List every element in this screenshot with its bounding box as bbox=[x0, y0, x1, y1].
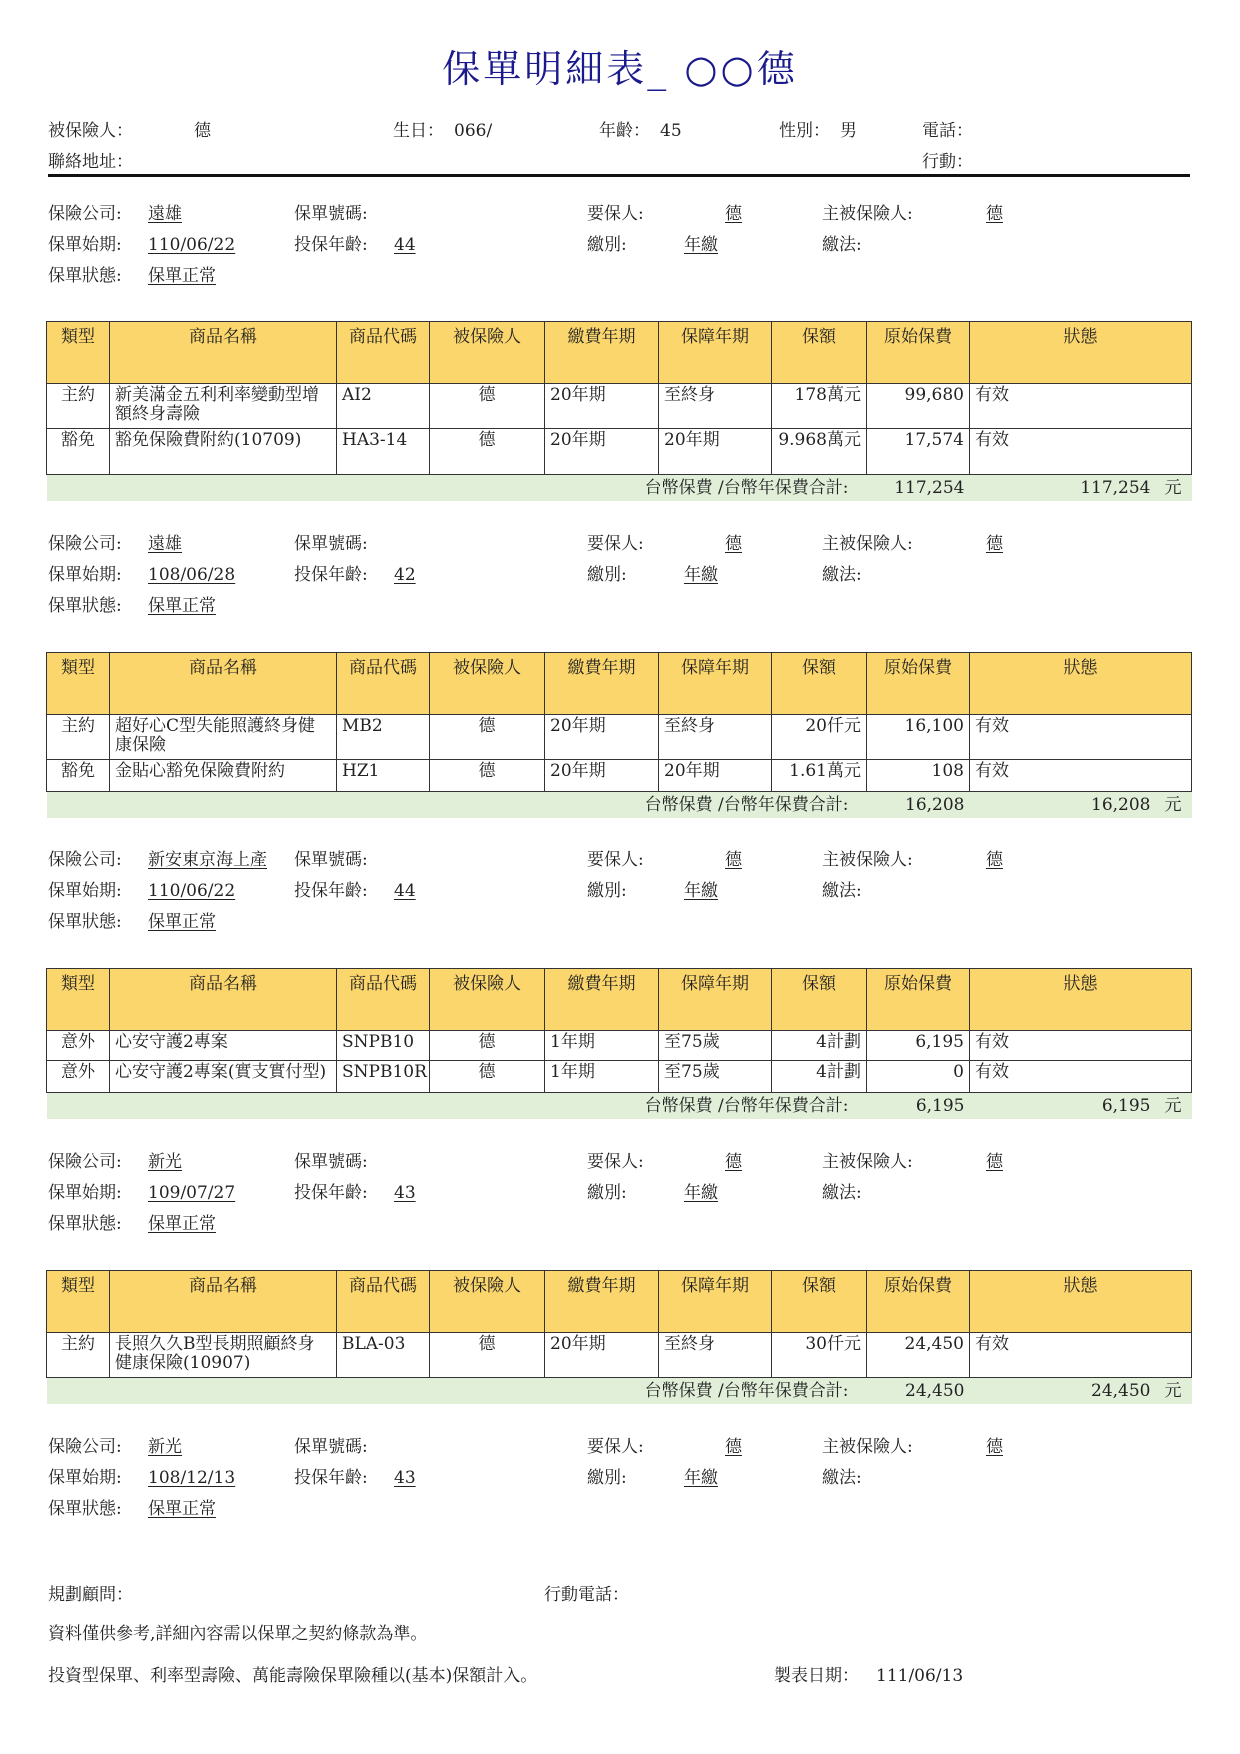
column-header: 保額 bbox=[772, 1271, 867, 1333]
print-date-label: 製表日期： bbox=[774, 1666, 859, 1686]
row-pay-term: 20年期 bbox=[545, 1333, 659, 1378]
column-header: 商品代碼 bbox=[337, 969, 430, 1031]
company-value: 新光 bbox=[148, 1437, 182, 1457]
row-type: 豁免 bbox=[47, 429, 110, 475]
company-value: 新安東京海上產 bbox=[148, 850, 267, 870]
total-premium: 117,254 bbox=[867, 475, 970, 502]
row-product-name: 長照久久B型長期照顧終身健康保險(10907) bbox=[110, 1333, 337, 1378]
header-divider bbox=[48, 174, 1190, 177]
company-label: 保險公司: bbox=[48, 204, 122, 224]
pay-method-label: 繳法: bbox=[822, 1468, 862, 1488]
row-product-code: BLA-03 bbox=[337, 1333, 430, 1378]
policy-table bbox=[46, 1270, 1192, 1404]
entry-age-value: 42 bbox=[394, 565, 416, 585]
start-date-label: 保單始期: bbox=[48, 1183, 122, 1203]
row-amount: 30仟元 bbox=[772, 1333, 867, 1378]
entry-age-label: 投保年齡: bbox=[294, 1468, 368, 1488]
pay-type-value: 年繳 bbox=[684, 235, 718, 255]
applicant-value: 德 bbox=[725, 534, 742, 554]
row-product-name: 豁免保險費附約(10709) bbox=[110, 429, 337, 475]
row-pay-term: 1年期 bbox=[545, 1031, 659, 1061]
column-header: 商品名稱 bbox=[110, 969, 337, 1031]
table-row bbox=[47, 1031, 1192, 1061]
company-label: 保險公司: bbox=[48, 1152, 122, 1172]
row-pay-term: 20年期 bbox=[545, 429, 659, 475]
row-pay-term: 20年期 bbox=[545, 384, 659, 429]
start-date-label: 保單始期: bbox=[48, 1468, 122, 1488]
row-amount: 1.61萬元 bbox=[772, 760, 867, 792]
address-label: 聯絡地址： bbox=[48, 152, 133, 172]
row-insured: 德 bbox=[430, 715, 545, 760]
policy-status-value: 保單正常 bbox=[148, 596, 216, 616]
pay-type-value: 年繳 bbox=[684, 1468, 718, 1488]
main-insured-value: 德 bbox=[986, 204, 1003, 224]
applicant-value: 德 bbox=[725, 850, 742, 870]
gender-value: 男 bbox=[840, 121, 857, 141]
row-product-code: SNPB10 bbox=[337, 1031, 430, 1061]
column-header: 保障年期 bbox=[659, 322, 772, 384]
company-value: 遠雄 bbox=[148, 534, 182, 554]
total-label: 台幣保費 /台幣年保費合計: bbox=[47, 792, 867, 819]
column-header: 繳費年期 bbox=[545, 653, 659, 715]
column-header: 繳費年期 bbox=[545, 1271, 659, 1333]
column-header: 被保險人 bbox=[430, 1271, 545, 1333]
row-type: 意外 bbox=[47, 1061, 110, 1093]
pay-type-value: 年繳 bbox=[684, 565, 718, 585]
row-amount: 9.968萬元 bbox=[772, 429, 867, 475]
row-product-name: 心安守護2專案(實支實付型) bbox=[110, 1061, 337, 1093]
amount-basis-note: 投資型保單、利率型壽險、萬能壽險保單險種以(基本)保額計入。 bbox=[48, 1666, 538, 1686]
applicant-label: 要保人: bbox=[587, 1152, 644, 1172]
advisor-label: 規劃顧問： bbox=[48, 1585, 133, 1605]
row-insured: 德 bbox=[430, 760, 545, 792]
row-cover-term: 20年期 bbox=[659, 429, 772, 475]
row-amount: 20仟元 bbox=[772, 715, 867, 760]
column-header: 保額 bbox=[772, 653, 867, 715]
total-label: 台幣保費 /台幣年保費合計: bbox=[47, 1378, 867, 1405]
pay-method-label: 繳法: bbox=[822, 565, 862, 585]
row-cover-term: 至終身 bbox=[659, 715, 772, 760]
age-label: 年齡： bbox=[599, 121, 650, 141]
entry-age-value: 44 bbox=[394, 881, 416, 901]
entry-age-value: 43 bbox=[394, 1468, 416, 1488]
advisor-phone-label: 行動電話： bbox=[544, 1585, 629, 1605]
policy-no-label: 保單號碼: bbox=[294, 850, 368, 870]
insured-name-label: 被保險人： bbox=[48, 121, 133, 141]
policy-no-label: 保單號碼: bbox=[294, 534, 368, 554]
row-type: 意外 bbox=[47, 1031, 110, 1061]
row-product-name: 新美滿金五利利率變動型增額終身壽險 bbox=[110, 384, 337, 429]
applicant-label: 要保人: bbox=[587, 534, 644, 554]
row-state: 有效 bbox=[970, 715, 1192, 760]
policy-status-value: 保單正常 bbox=[148, 912, 216, 932]
insured-name: 德 bbox=[194, 121, 211, 141]
company-label: 保險公司: bbox=[48, 850, 122, 870]
table-row bbox=[47, 429, 1192, 475]
policy-status-label: 保單狀態: bbox=[48, 912, 122, 932]
row-product-code: HA3-14 bbox=[337, 429, 430, 475]
row-pay-term: 20年期 bbox=[545, 760, 659, 792]
total-row bbox=[47, 1378, 1192, 1405]
row-product-name: 心安守護2專案 bbox=[110, 1031, 337, 1061]
entry-age-value: 43 bbox=[394, 1183, 416, 1203]
row-insured: 德 bbox=[430, 1031, 545, 1061]
policy-status-value: 保單正常 bbox=[148, 1214, 216, 1234]
row-cover-term: 至75歲 bbox=[659, 1061, 772, 1093]
pay-type-label: 繳別: bbox=[587, 1468, 627, 1488]
policy-status-label: 保單狀態: bbox=[48, 1214, 122, 1234]
column-header: 原始保費 bbox=[867, 653, 970, 715]
column-header: 繳費年期 bbox=[545, 322, 659, 384]
main-insured-label: 主被保險人: bbox=[822, 204, 913, 224]
policy-status-label: 保單狀態: bbox=[48, 266, 122, 286]
main-insured-label: 主被保險人: bbox=[822, 534, 913, 554]
currency-unit: 元 bbox=[1164, 795, 1182, 815]
policy-table bbox=[46, 652, 1192, 818]
row-product-code: MB2 bbox=[337, 715, 430, 760]
pay-type-label: 繳別: bbox=[587, 881, 627, 901]
gender-label: 性別： bbox=[779, 121, 830, 141]
column-header: 類型 bbox=[47, 322, 110, 384]
row-amount: 178萬元 bbox=[772, 384, 867, 429]
policy-status-value: 保單正常 bbox=[148, 1499, 216, 1519]
annual-total-cell bbox=[970, 1378, 1192, 1405]
total-premium: 24,450 bbox=[867, 1378, 970, 1405]
pay-type-label: 繳別: bbox=[587, 1183, 627, 1203]
row-cover-term: 20年期 bbox=[659, 760, 772, 792]
row-cover-term: 至終身 bbox=[659, 384, 772, 429]
row-insured: 德 bbox=[430, 1333, 545, 1378]
pay-method-label: 繳法: bbox=[822, 235, 862, 255]
start-date-label: 保單始期: bbox=[48, 565, 122, 585]
main-insured-label: 主被保險人: bbox=[822, 850, 913, 870]
start-date-value: 110/06/22 bbox=[148, 881, 236, 901]
company-value: 遠雄 bbox=[148, 204, 182, 224]
column-header: 繳費年期 bbox=[545, 969, 659, 1031]
column-header: 狀態 bbox=[970, 653, 1192, 715]
entry-age-label: 投保年齡: bbox=[294, 565, 368, 585]
disclaimer-note: 資料僅供參考,詳細內容需以保單之契約條款為準。 bbox=[48, 1624, 428, 1644]
currency-unit: 元 bbox=[1164, 478, 1182, 498]
column-header: 保額 bbox=[772, 969, 867, 1031]
policy-status-label: 保單狀態: bbox=[48, 596, 122, 616]
main-insured-label: 主被保險人: bbox=[822, 1437, 913, 1457]
column-header: 保障年期 bbox=[659, 1271, 772, 1333]
annual-total-cell bbox=[970, 1093, 1192, 1120]
pay-type-value: 年繳 bbox=[684, 1183, 718, 1203]
row-insured: 德 bbox=[430, 384, 545, 429]
table-row bbox=[47, 1061, 1192, 1093]
column-header: 保額 bbox=[772, 322, 867, 384]
annual-total: 6,195 bbox=[1101, 1096, 1151, 1116]
row-type: 主約 bbox=[47, 384, 110, 429]
start-date-value: 108/06/28 bbox=[148, 565, 236, 585]
annual-total: 16,208 bbox=[1091, 795, 1151, 815]
birth-value: 066/ bbox=[454, 121, 493, 141]
row-product-code: SNPB10R bbox=[337, 1061, 430, 1093]
entry-age-label: 投保年齡: bbox=[294, 235, 368, 255]
table-row bbox=[47, 1333, 1192, 1378]
table-row bbox=[47, 384, 1192, 429]
column-header: 商品代碼 bbox=[337, 653, 430, 715]
total-label: 台幣保費 /台幣年保費合計: bbox=[47, 475, 867, 502]
column-header: 保障年期 bbox=[659, 653, 772, 715]
row-premium: 108 bbox=[867, 760, 970, 792]
policy-no-label: 保單號碼: bbox=[294, 1152, 368, 1172]
row-premium: 99,680 bbox=[867, 384, 970, 429]
annual-total-cell bbox=[970, 792, 1192, 819]
start-date-value: 108/12/13 bbox=[148, 1468, 236, 1488]
total-row bbox=[47, 475, 1192, 502]
total-premium: 6,195 bbox=[867, 1093, 970, 1120]
row-state: 有效 bbox=[970, 1031, 1192, 1061]
start-date-value: 110/06/22 bbox=[148, 235, 236, 255]
currency-unit: 元 bbox=[1164, 1096, 1182, 1116]
column-header: 被保險人 bbox=[430, 653, 545, 715]
row-insured: 德 bbox=[430, 429, 545, 475]
start-date-value: 109/07/27 bbox=[148, 1183, 236, 1203]
row-premium: 16,100 bbox=[867, 715, 970, 760]
annual-total-cell bbox=[970, 475, 1192, 502]
row-product-name: 金貼心豁免保險費附約 bbox=[110, 760, 337, 792]
total-label: 台幣保費 /台幣年保費合計: bbox=[47, 1093, 867, 1120]
birth-label: 生日： bbox=[393, 121, 444, 141]
total-row bbox=[47, 1093, 1192, 1120]
row-product-code: HZ1 bbox=[337, 760, 430, 792]
company-label: 保險公司: bbox=[48, 1437, 122, 1457]
applicant-value: 德 bbox=[725, 1152, 742, 1172]
company-label: 保險公司: bbox=[48, 534, 122, 554]
entry-age-value: 44 bbox=[394, 235, 416, 255]
pay-method-label: 繳法: bbox=[822, 881, 862, 901]
row-premium: 6,195 bbox=[867, 1031, 970, 1061]
row-state: 有效 bbox=[970, 429, 1192, 475]
row-insured: 德 bbox=[430, 1061, 545, 1093]
row-amount: 4計劃 bbox=[772, 1061, 867, 1093]
column-header: 原始保費 bbox=[867, 969, 970, 1031]
column-header: 保障年期 bbox=[659, 969, 772, 1031]
pay-type-label: 繳別: bbox=[587, 565, 627, 585]
column-header: 商品名稱 bbox=[110, 653, 337, 715]
row-pay-term: 20年期 bbox=[545, 715, 659, 760]
entry-age-label: 投保年齡: bbox=[294, 881, 368, 901]
column-header: 狀態 bbox=[970, 322, 1192, 384]
print-date: 111/06/13 bbox=[876, 1666, 964, 1686]
row-premium: 0 bbox=[867, 1061, 970, 1093]
row-type: 主約 bbox=[47, 715, 110, 760]
column-header: 原始保費 bbox=[867, 1271, 970, 1333]
age-value: 45 bbox=[660, 121, 682, 141]
column-header: 類型 bbox=[47, 653, 110, 715]
annual-total: 117,254 bbox=[1080, 478, 1151, 498]
policy-no-label: 保單號碼: bbox=[294, 204, 368, 224]
pay-type-label: 繳別: bbox=[587, 235, 627, 255]
applicant-label: 要保人: bbox=[587, 204, 644, 224]
column-header: 商品名稱 bbox=[110, 1271, 337, 1333]
policy-status-value: 保單正常 bbox=[148, 266, 216, 286]
company-value: 新光 bbox=[148, 1152, 182, 1172]
row-product-code: AI2 bbox=[337, 384, 430, 429]
column-header: 類型 bbox=[47, 1271, 110, 1333]
start-date-label: 保單始期: bbox=[48, 235, 122, 255]
applicant-value: 德 bbox=[725, 204, 742, 224]
row-state: 有效 bbox=[970, 760, 1192, 792]
total-premium: 16,208 bbox=[867, 792, 970, 819]
pay-type-value: 年繳 bbox=[684, 881, 718, 901]
column-header: 商品代碼 bbox=[337, 322, 430, 384]
policy-table bbox=[46, 968, 1192, 1119]
table-row bbox=[47, 760, 1192, 792]
row-premium: 24,450 bbox=[867, 1333, 970, 1378]
column-header: 狀態 bbox=[970, 1271, 1192, 1333]
row-state: 有效 bbox=[970, 1333, 1192, 1378]
column-header: 被保險人 bbox=[430, 969, 545, 1031]
row-amount: 4計劃 bbox=[772, 1031, 867, 1061]
currency-unit: 元 bbox=[1164, 1381, 1182, 1401]
column-header: 被保險人 bbox=[430, 322, 545, 384]
row-type: 豁免 bbox=[47, 760, 110, 792]
column-header: 類型 bbox=[47, 969, 110, 1031]
main-insured-value: 德 bbox=[986, 1437, 1003, 1457]
column-header: 狀態 bbox=[970, 969, 1192, 1031]
main-insured-label: 主被保險人: bbox=[822, 1152, 913, 1172]
annual-total: 24,450 bbox=[1091, 1381, 1151, 1401]
main-insured-value: 德 bbox=[986, 1152, 1003, 1172]
main-insured-value: 德 bbox=[986, 850, 1003, 870]
applicant-value: 德 bbox=[725, 1437, 742, 1457]
row-premium: 17,574 bbox=[867, 429, 970, 475]
pay-method-label: 繳法: bbox=[822, 1183, 862, 1203]
row-cover-term: 至終身 bbox=[659, 1333, 772, 1378]
policy-no-label: 保單號碼: bbox=[294, 1437, 368, 1457]
page-title: 保單明細表_ ○○德 bbox=[442, 47, 798, 91]
row-product-name: 超好心C型失能照護終身健康保險 bbox=[110, 715, 337, 760]
table-row bbox=[47, 715, 1192, 760]
row-state: 有效 bbox=[970, 384, 1192, 429]
main-insured-value: 德 bbox=[986, 534, 1003, 554]
row-state: 有效 bbox=[970, 1061, 1192, 1093]
row-pay-term: 1年期 bbox=[545, 1061, 659, 1093]
applicant-label: 要保人: bbox=[587, 1437, 644, 1457]
total-row bbox=[47, 792, 1192, 819]
column-header: 商品代碼 bbox=[337, 1271, 430, 1333]
column-header: 商品名稱 bbox=[110, 322, 337, 384]
start-date-label: 保單始期: bbox=[48, 881, 122, 901]
applicant-label: 要保人: bbox=[587, 850, 644, 870]
row-cover-term: 至75歲 bbox=[659, 1031, 772, 1061]
entry-age-label: 投保年齡: bbox=[294, 1183, 368, 1203]
mobile-label: 行動： bbox=[922, 152, 973, 172]
row-type: 主約 bbox=[47, 1333, 110, 1378]
column-header: 原始保費 bbox=[867, 322, 970, 384]
phone-label: 電話： bbox=[922, 121, 973, 141]
policy-status-label: 保單狀態: bbox=[48, 1499, 122, 1519]
policy-table bbox=[46, 321, 1192, 501]
